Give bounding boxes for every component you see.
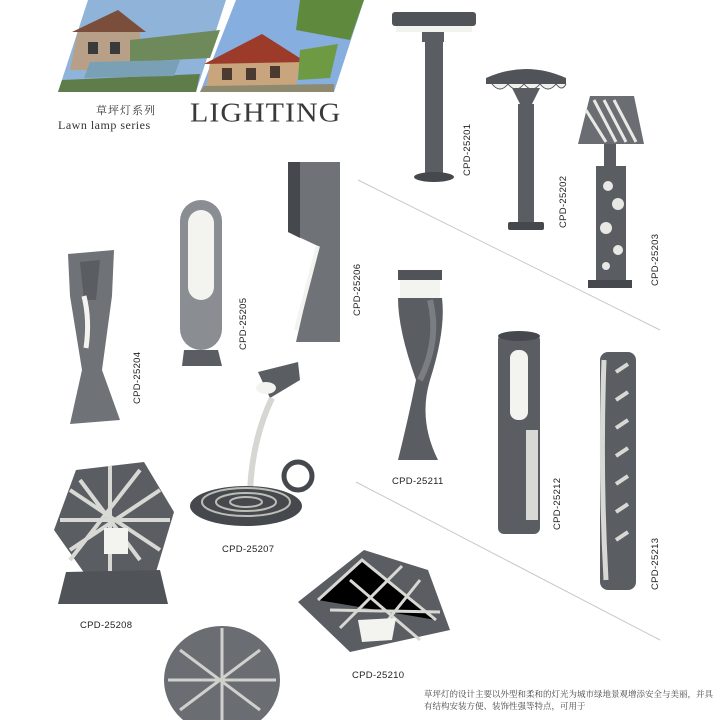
lamp-25202-image [486,69,566,230]
series-title-english: Lawn lamp series [58,118,151,132]
lamp-25204-image [68,250,120,424]
lamp-25203-image [578,96,644,288]
lamp-25208-image [54,462,174,604]
lighting-title: LIGHTING [190,98,342,128]
lamp-25205-image [180,200,222,366]
series-title-chinese: 草坪灯系列 [96,105,156,117]
lamp-25206-image [288,162,340,342]
lamp-25210-image [298,550,450,652]
code-25208: CPD-25208 [80,620,133,631]
lamp-ball-bottom-image [164,626,280,720]
code-25212: CPD-25212 [552,477,563,530]
code-25210: CPD-25210 [352,670,405,681]
lamp-25213-image [600,352,636,590]
code-25203: CPD-25203 [650,233,661,286]
code-25213: CPD-25213 [650,537,661,590]
code-25201: CPD-25201 [462,123,473,176]
code-25205: CPD-25205 [238,297,249,350]
code-25204: CPD-25204 [132,351,143,404]
lamp-25212-image [498,331,540,534]
series-description: 草坪灯的设计主要以外型和柔和的灯光为城市绿地景观增添安全与美丽，并具有结构安装方便、装饰性强等特点，可用于 [424,689,714,711]
code-25206: CPD-25206 [352,263,363,316]
lamp-25207-image [190,362,312,526]
lamp-25211-image [398,270,443,460]
code-25211: CPD-25211 [392,476,444,487]
code-25202: CPD-25202 [558,175,569,228]
code-25207: CPD-25207 [222,544,275,555]
